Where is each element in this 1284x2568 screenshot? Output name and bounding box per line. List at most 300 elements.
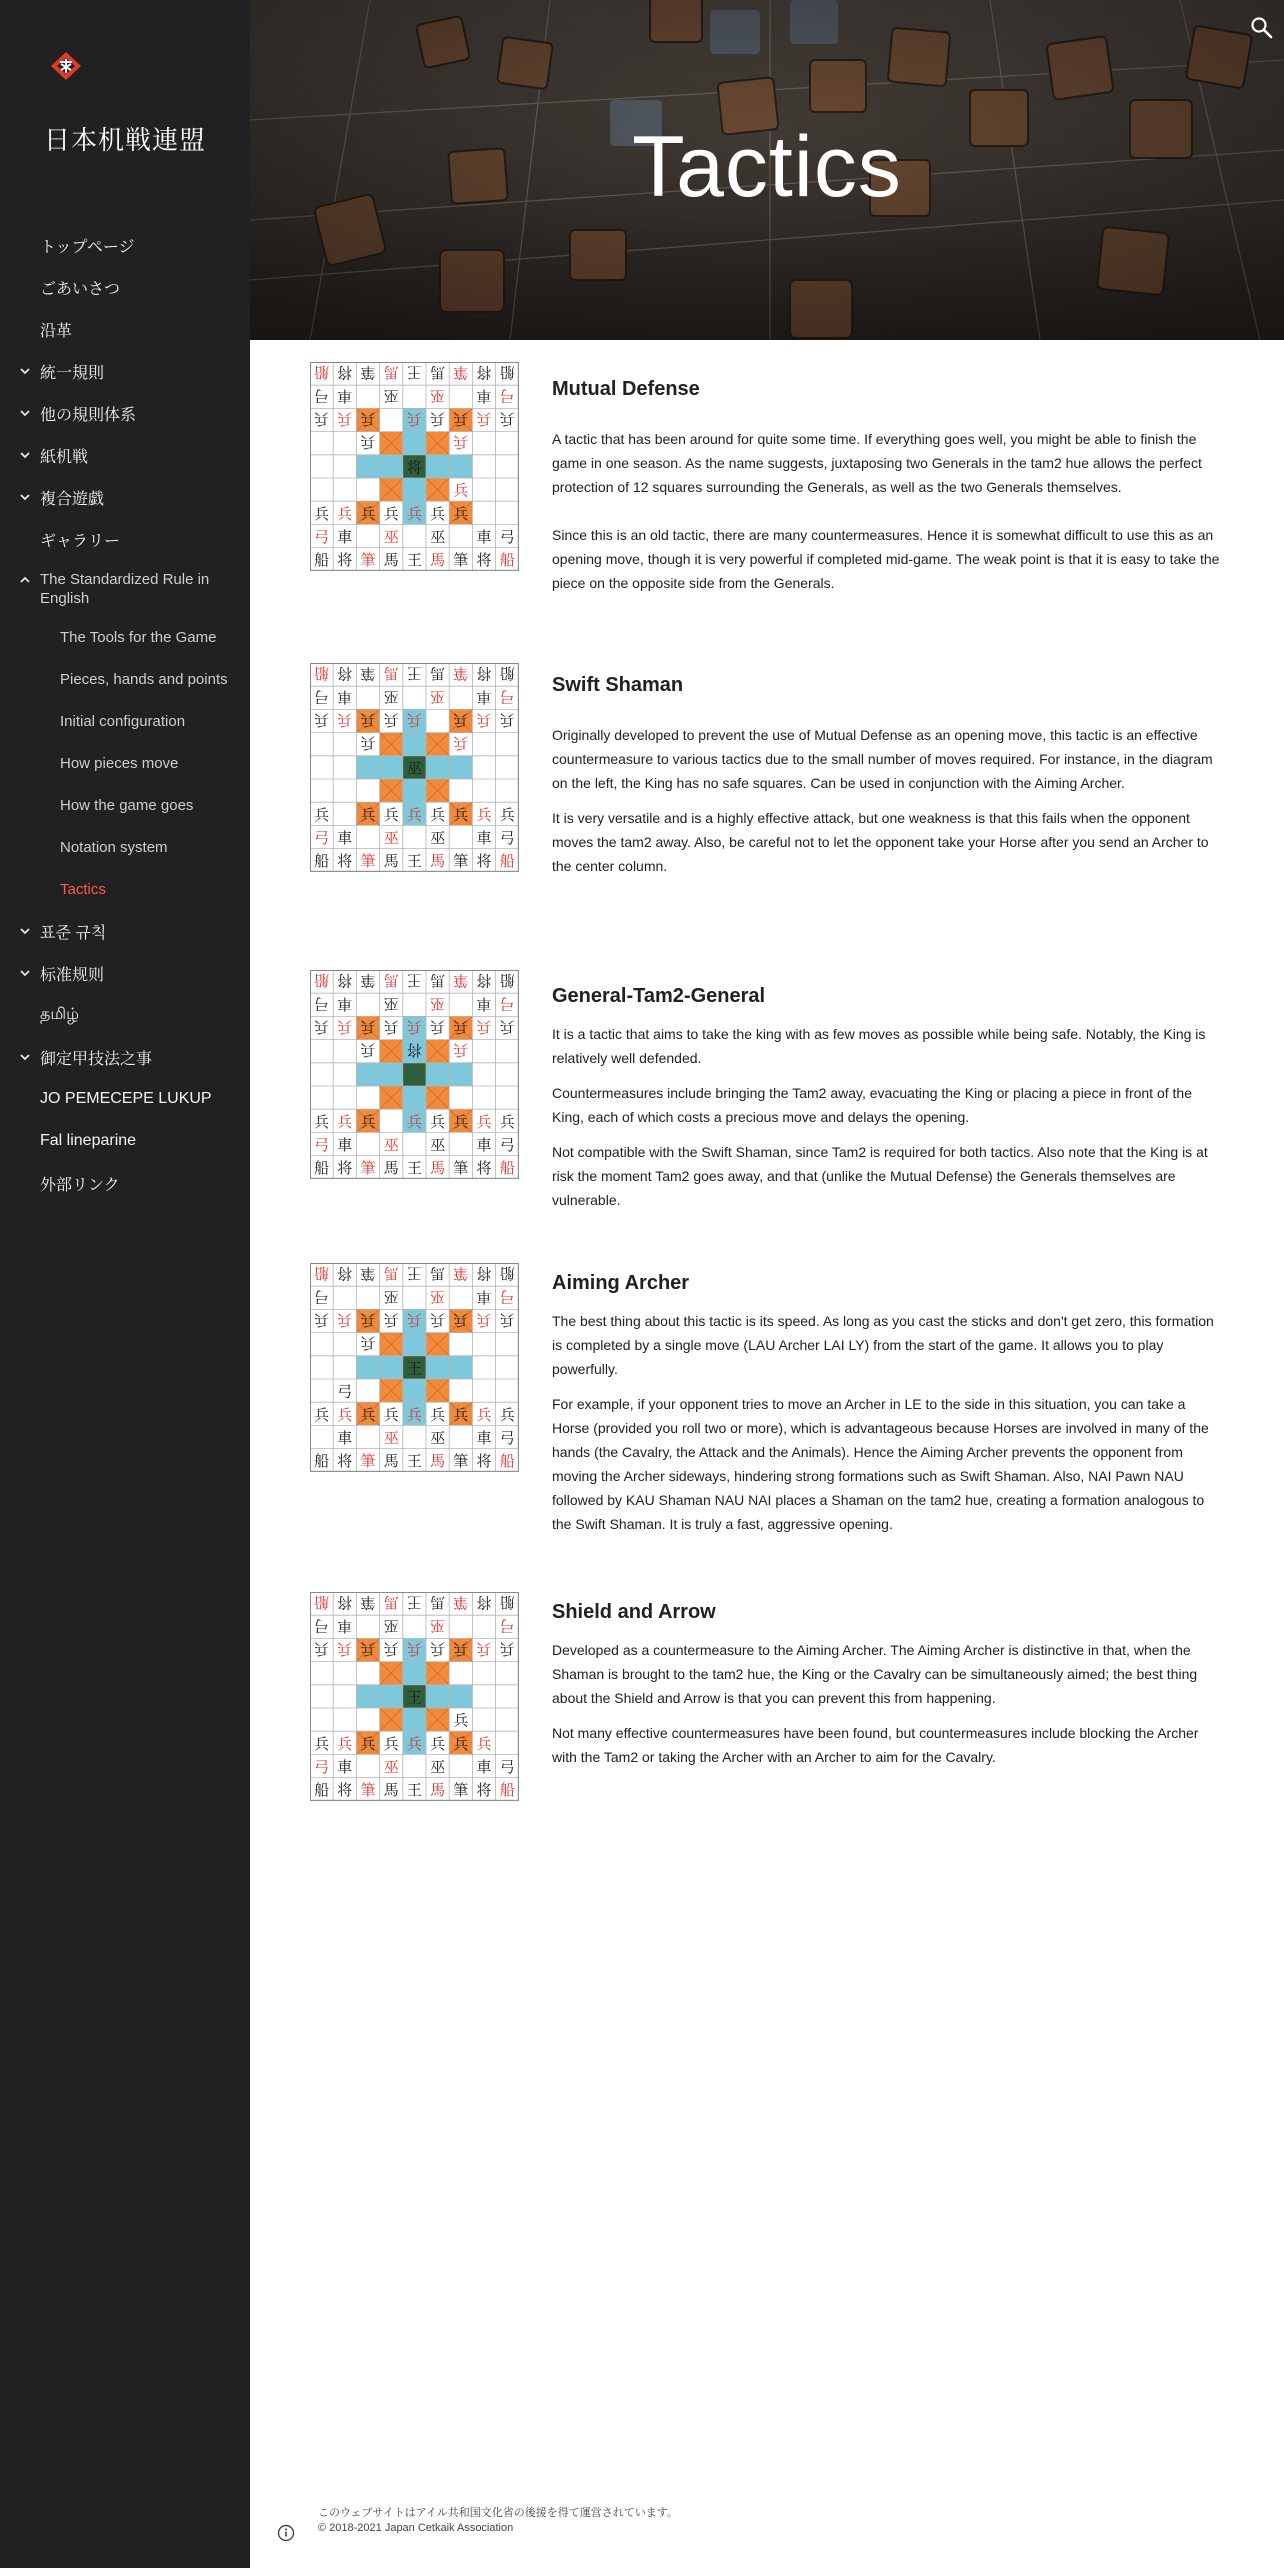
svg-text:船: 船 bbox=[314, 1593, 330, 1612]
svg-text:兵: 兵 bbox=[337, 1405, 353, 1424]
svg-text:船: 船 bbox=[314, 664, 330, 683]
svg-text:将: 将 bbox=[337, 363, 353, 382]
svg-text:弓: 弓 bbox=[314, 687, 330, 706]
svg-text:馬: 馬 bbox=[430, 363, 446, 382]
info-icon[interactable] bbox=[277, 2524, 295, 2542]
sidebar-item-17[interactable] bbox=[0, 952, 250, 994]
svg-text:将: 将 bbox=[476, 664, 492, 683]
svg-text:兵: 兵 bbox=[476, 1310, 492, 1329]
svg-text:兵: 兵 bbox=[476, 409, 492, 428]
svg-text:兵: 兵 bbox=[360, 409, 376, 428]
svg-text:馬: 馬 bbox=[430, 1781, 446, 1800]
chevron-down-icon[interactable] bbox=[19, 407, 31, 419]
section-title: Mutual Defense bbox=[552, 378, 700, 400]
svg-text:巫: 巫 bbox=[430, 527, 446, 546]
svg-text:車: 車 bbox=[476, 687, 492, 706]
svg-text:車: 車 bbox=[337, 1757, 353, 1776]
search-icon bbox=[1248, 14, 1276, 42]
svg-text:兵: 兵 bbox=[453, 710, 469, 729]
svg-text:兵: 兵 bbox=[383, 1734, 399, 1753]
svg-text:兵: 兵 bbox=[383, 1639, 399, 1658]
section-paragraph: Countermeasures include bringing the Tam2 away, evacuating the King or placing a piece in front of the King, each of which costs a precious move and delays the opening. bbox=[552, 1085, 1192, 1125]
svg-text:車: 車 bbox=[476, 1757, 492, 1776]
svg-text:兵: 兵 bbox=[453, 1041, 469, 1060]
sidebar-item-20[interactable] bbox=[0, 1078, 250, 1120]
svg-text:兵: 兵 bbox=[430, 504, 446, 523]
svg-text:筆: 筆 bbox=[453, 664, 469, 683]
svg-text:兵: 兵 bbox=[476, 1734, 492, 1753]
sidebar-item-label: 御定甲技法之事 bbox=[40, 1050, 153, 1068]
svg-text:船: 船 bbox=[499, 551, 515, 570]
svg-text:馬: 馬 bbox=[383, 1593, 399, 1612]
svg-text:将: 将 bbox=[337, 664, 353, 683]
svg-text:兵: 兵 bbox=[314, 1734, 330, 1753]
sidebar-item-label: How pieces move bbox=[60, 754, 179, 772]
svg-text:馬: 馬 bbox=[430, 664, 446, 683]
svg-text:兵: 兵 bbox=[430, 409, 446, 428]
sidebar-item-15[interactable] bbox=[0, 868, 250, 910]
svg-text:兵: 兵 bbox=[430, 1639, 446, 1658]
svg-text:巫: 巫 bbox=[383, 687, 399, 706]
svg-text:巫: 巫 bbox=[383, 994, 399, 1013]
svg-text:兵: 兵 bbox=[430, 1734, 446, 1753]
svg-text:馬: 馬 bbox=[383, 1781, 399, 1800]
section-paragraph: It is a tactic that aims to take the king with as few moves as possible while being safe. Notably, the King is relatively well defended. bbox=[552, 1026, 1206, 1066]
svg-text:兵: 兵 bbox=[383, 1017, 399, 1036]
svg-text:馬: 馬 bbox=[383, 1159, 399, 1178]
svg-text:船: 船 bbox=[314, 363, 330, 382]
svg-text:弓: 弓 bbox=[314, 1757, 330, 1776]
svg-text:弓: 弓 bbox=[499, 1757, 515, 1776]
sidebar-item-21[interactable] bbox=[0, 1120, 250, 1162]
svg-text:車: 車 bbox=[337, 527, 353, 546]
svg-text:馬: 馬 bbox=[430, 1452, 446, 1471]
svg-text:車: 車 bbox=[337, 1135, 353, 1154]
svg-text:兵: 兵 bbox=[499, 409, 515, 428]
svg-text:将: 将 bbox=[406, 1041, 422, 1060]
svg-text:兵: 兵 bbox=[360, 1734, 376, 1753]
svg-text:筆: 筆 bbox=[453, 1159, 469, 1178]
board-diagram bbox=[310, 362, 520, 572]
svg-text:馬: 馬 bbox=[383, 551, 399, 570]
svg-text:車: 車 bbox=[476, 1428, 492, 1447]
svg-text:船: 船 bbox=[499, 1593, 515, 1612]
svg-text:筆: 筆 bbox=[453, 551, 469, 570]
svg-text:兵: 兵 bbox=[453, 433, 469, 452]
svg-text:巫: 巫 bbox=[383, 386, 399, 405]
chevron-down-icon[interactable] bbox=[19, 925, 31, 937]
svg-text:筆: 筆 bbox=[360, 551, 376, 570]
svg-text:兵: 兵 bbox=[453, 1112, 469, 1131]
section-paragraph: It is very versatile and is a highly effective attack, but one weakness is that this fails when the opponent moves the tam2 away. Also, be careful not to let the opponent take your Horse after you send an Archer to the center column. bbox=[552, 810, 1209, 874]
svg-text:巫: 巫 bbox=[430, 1428, 446, 1447]
svg-text:車: 車 bbox=[476, 1135, 492, 1154]
svg-text:兵: 兵 bbox=[360, 504, 376, 523]
svg-text:兵: 兵 bbox=[360, 1639, 376, 1658]
sidebar-item-label: 統一規則 bbox=[40, 364, 105, 382]
svg-text:王: 王 bbox=[406, 363, 422, 382]
chevron-down-icon[interactable] bbox=[19, 365, 31, 377]
board-diagram bbox=[310, 1592, 520, 1802]
svg-text:弓: 弓 bbox=[499, 994, 515, 1013]
svg-text:兵: 兵 bbox=[476, 1112, 492, 1131]
hero-banner bbox=[250, 0, 1284, 340]
svg-text:筆: 筆 bbox=[360, 971, 376, 990]
page-title: Tactics bbox=[632, 119, 902, 215]
svg-text:船: 船 bbox=[499, 971, 515, 990]
section-paragraph: The best thing about this tactic is its speed. As long as you cast the sticks and don't get zero, this formation is completed by a single move (LAU Archer LAI LY) from the start of the game. It allows you to play powerfully. bbox=[552, 1313, 1214, 1377]
svg-text:巫: 巫 bbox=[383, 1287, 399, 1306]
svg-text:車: 車 bbox=[337, 994, 353, 1013]
svg-text:兵: 兵 bbox=[476, 1405, 492, 1424]
sidebar-item-label: 표준 규칙 bbox=[40, 924, 107, 942]
svg-text:兵: 兵 bbox=[499, 1310, 515, 1329]
svg-text:将: 将 bbox=[337, 1452, 353, 1471]
sidebar-item-3[interactable] bbox=[0, 350, 250, 392]
svg-text:兵: 兵 bbox=[499, 710, 515, 729]
svg-text:船: 船 bbox=[314, 852, 330, 871]
svg-text:筆: 筆 bbox=[360, 1452, 376, 1471]
svg-text:弓: 弓 bbox=[499, 1616, 515, 1635]
svg-text:兵: 兵 bbox=[337, 409, 353, 428]
svg-text:兵: 兵 bbox=[314, 1017, 330, 1036]
sidebar-item-8[interactable] bbox=[0, 560, 250, 616]
sidebar-item-6[interactable] bbox=[0, 476, 250, 518]
section-paragraph: Originally developed to prevent the use of Mutual Defense as an opening move, this tactic is an effective countermeasure to various tactics due to the small number of moves required. For instance, in the diagram on the left, the King has no safe squares. Can be used in conjunction with the Aiming Archer. bbox=[552, 727, 1213, 791]
sidebar-item-10[interactable] bbox=[0, 658, 250, 700]
svg-text:王: 王 bbox=[406, 971, 422, 990]
svg-text:兵: 兵 bbox=[476, 1639, 492, 1658]
svg-text:兵: 兵 bbox=[406, 1310, 422, 1329]
svg-text:筆: 筆 bbox=[453, 1593, 469, 1612]
svg-text:車: 車 bbox=[476, 1287, 492, 1306]
svg-text:兵: 兵 bbox=[360, 1405, 376, 1424]
board-diagram bbox=[310, 970, 520, 1180]
svg-text:船: 船 bbox=[499, 1264, 515, 1283]
svg-text:車: 車 bbox=[337, 828, 353, 847]
svg-text:巫: 巫 bbox=[383, 1616, 399, 1635]
svg-text:船: 船 bbox=[499, 363, 515, 382]
svg-text:筆: 筆 bbox=[360, 1781, 376, 1800]
svg-text:兵: 兵 bbox=[406, 710, 422, 729]
svg-text:兵: 兵 bbox=[453, 734, 469, 753]
sidebar-item-7[interactable] bbox=[0, 518, 250, 560]
sidebar-item-9[interactable] bbox=[0, 616, 250, 658]
svg-text:兵: 兵 bbox=[383, 1405, 399, 1424]
footer-sponsor-text: このウェブサイトはアイル共和国文化省の後援を得て運営されています。 bbox=[318, 2507, 678, 2519]
svg-text:将: 将 bbox=[476, 1452, 492, 1471]
svg-text:馬: 馬 bbox=[383, 971, 399, 990]
svg-text:将: 将 bbox=[337, 852, 353, 871]
svg-text:兵: 兵 bbox=[337, 1639, 353, 1658]
svg-text:王: 王 bbox=[406, 1264, 422, 1283]
svg-text:筆: 筆 bbox=[360, 1264, 376, 1283]
svg-text:兵: 兵 bbox=[406, 1112, 422, 1131]
svg-text:巫: 巫 bbox=[406, 759, 422, 778]
svg-text:兵: 兵 bbox=[337, 1112, 353, 1131]
svg-text:兵: 兵 bbox=[453, 504, 469, 523]
sidebar-item-22[interactable] bbox=[0, 1162, 250, 1204]
svg-text:筆: 筆 bbox=[360, 852, 376, 871]
search-button[interactable] bbox=[1248, 14, 1276, 42]
svg-text:兵: 兵 bbox=[360, 734, 376, 753]
sidebar-item-14[interactable] bbox=[0, 826, 250, 868]
svg-text:兵: 兵 bbox=[360, 805, 376, 824]
svg-text:兵: 兵 bbox=[499, 1405, 515, 1424]
svg-text:兵: 兵 bbox=[383, 805, 399, 824]
svg-text:兵: 兵 bbox=[383, 504, 399, 523]
section-title: Aiming Archer bbox=[552, 1272, 690, 1294]
sidebar-item-2[interactable] bbox=[0, 308, 250, 350]
svg-text:兵: 兵 bbox=[314, 710, 330, 729]
svg-text:将: 将 bbox=[406, 458, 422, 477]
chevron-down-icon[interactable] bbox=[19, 449, 31, 461]
svg-text:兵: 兵 bbox=[406, 1405, 422, 1424]
svg-text:将: 将 bbox=[337, 1264, 353, 1283]
svg-text:将: 将 bbox=[337, 1159, 353, 1178]
sidebar-item-label: ごあいさつ bbox=[40, 280, 121, 298]
svg-text:兵: 兵 bbox=[453, 1639, 469, 1658]
sidebar-item-label: ギャラリー bbox=[40, 532, 121, 550]
svg-text:巫: 巫 bbox=[383, 1135, 399, 1154]
sidebar bbox=[0, 0, 250, 2568]
svg-text:筆: 筆 bbox=[453, 1264, 469, 1283]
svg-text:弓: 弓 bbox=[314, 1287, 330, 1306]
svg-text:車: 車 bbox=[476, 527, 492, 546]
svg-text:兵: 兵 bbox=[453, 1017, 469, 1036]
svg-text:筆: 筆 bbox=[360, 363, 376, 382]
svg-text:船: 船 bbox=[314, 1159, 330, 1178]
svg-text:馬: 馬 bbox=[430, 971, 446, 990]
sidebar-item-label: 标准规则 bbox=[40, 966, 105, 984]
svg-text:兵: 兵 bbox=[360, 1310, 376, 1329]
svg-text:将: 将 bbox=[476, 1593, 492, 1612]
svg-text:筆: 筆 bbox=[360, 1159, 376, 1178]
svg-text:兵: 兵 bbox=[337, 710, 353, 729]
site-logo[interactable] bbox=[47, 50, 85, 82]
svg-text:将: 将 bbox=[337, 1593, 353, 1612]
svg-text:兵: 兵 bbox=[314, 1310, 330, 1329]
section-paragraph: Not many effective countermeasures have been found, but countermeasures include blocking the Archer with the Tam2 or taking the Archer with an Archer to aim for the Cavalry. bbox=[552, 1725, 1199, 1765]
svg-text:兵: 兵 bbox=[453, 409, 469, 428]
svg-text:兵: 兵 bbox=[430, 1112, 446, 1131]
svg-text:弓: 弓 bbox=[314, 828, 330, 847]
svg-text:将: 将 bbox=[476, 1781, 492, 1800]
svg-text:馬: 馬 bbox=[430, 1593, 446, 1612]
svg-text:巫: 巫 bbox=[430, 1757, 446, 1776]
svg-text:兵: 兵 bbox=[383, 1310, 399, 1329]
svg-text:車: 車 bbox=[337, 1616, 353, 1635]
svg-text:王: 王 bbox=[406, 1359, 422, 1378]
board-diagram bbox=[310, 1263, 520, 1473]
svg-text:馬: 馬 bbox=[383, 852, 399, 871]
svg-text:弓: 弓 bbox=[499, 1428, 515, 1447]
svg-text:兵: 兵 bbox=[453, 1405, 469, 1424]
svg-text:兵: 兵 bbox=[314, 409, 330, 428]
svg-text:兵: 兵 bbox=[453, 1711, 469, 1730]
sidebar-item-label: The Tools for the Game bbox=[60, 628, 217, 646]
sidebar-item-4[interactable] bbox=[0, 392, 250, 434]
svg-text:将: 将 bbox=[476, 551, 492, 570]
sidebar-item-label: Pieces, hands and points bbox=[60, 670, 228, 688]
chevron-down-icon[interactable] bbox=[19, 967, 31, 979]
sidebar-item-label: 外部リンク bbox=[40, 1176, 120, 1194]
svg-text:弓: 弓 bbox=[499, 828, 515, 847]
svg-text:兵: 兵 bbox=[499, 1112, 515, 1131]
svg-text:将: 将 bbox=[476, 1159, 492, 1178]
svg-text:馬: 馬 bbox=[430, 1264, 446, 1283]
svg-text:兵: 兵 bbox=[314, 1112, 330, 1131]
svg-text:将: 将 bbox=[337, 551, 353, 570]
svg-text:車: 車 bbox=[337, 386, 353, 405]
svg-text:兵: 兵 bbox=[476, 805, 492, 824]
section-paragraph: Developed as a countermeasure to the Aiming Archer. The Aiming Archer is distinctive in that, when the Shaman is brought to the tam2 hue, the King or the Cavalry can be simultaneously aimed; the best thing about the Shield and Arrow is that you can prevent this from happening. bbox=[552, 1642, 1198, 1706]
sidebar-item-11[interactable] bbox=[0, 700, 250, 742]
sidebar-item-label: 他の規則体系 bbox=[40, 406, 137, 424]
sidebar-item-12[interactable] bbox=[0, 742, 250, 784]
svg-text:弓: 弓 bbox=[314, 386, 330, 405]
svg-text:王: 王 bbox=[406, 852, 422, 871]
sidebar-item-0[interactable] bbox=[0, 224, 250, 266]
svg-text:船: 船 bbox=[499, 852, 515, 871]
svg-text:兵: 兵 bbox=[360, 1112, 376, 1131]
svg-text:兵: 兵 bbox=[406, 1017, 422, 1036]
svg-text:船: 船 bbox=[314, 1452, 330, 1471]
svg-text:兵: 兵 bbox=[314, 1639, 330, 1658]
svg-text:王: 王 bbox=[406, 1452, 422, 1471]
svg-text:船: 船 bbox=[499, 1452, 515, 1471]
sidebar-item-label: Notation system bbox=[60, 838, 168, 856]
svg-text:巫: 巫 bbox=[383, 1428, 399, 1447]
svg-text:弓: 弓 bbox=[314, 1135, 330, 1154]
svg-text:兵: 兵 bbox=[360, 1041, 376, 1060]
svg-text:弓: 弓 bbox=[314, 527, 330, 546]
sidebar-item-19[interactable] bbox=[0, 1036, 250, 1078]
svg-text:馬: 馬 bbox=[383, 1264, 399, 1283]
section-paragraph: For example, if your opponent tries to move an Archer in LE to the side in this situation, you can take a Horse (provided you roll two or more), which is advantageous because Horses are involved in many of the hands (the Cavalry, the Attack and the Animals). Hence the Aiming Archer prevents the opponent from moving the Archer sideways, hindering strong formations such as Swift Shaman. Also, NAI Pawn NAU followed by KAU Shaman NAU NAI places a Shaman on the tam2 hue, creating a formation analogous to the Swift Shaman. It is truly a fast, aggressive opening. bbox=[552, 1396, 1209, 1532]
sidebar-item-1[interactable] bbox=[0, 266, 250, 308]
svg-text:筆: 筆 bbox=[360, 1593, 376, 1612]
sidebar-item-5[interactable] bbox=[0, 434, 250, 476]
svg-text:弓: 弓 bbox=[314, 1616, 330, 1635]
svg-text:兵: 兵 bbox=[499, 1639, 515, 1658]
svg-text:兵: 兵 bbox=[314, 805, 330, 824]
section-paragraph: Since this is an old tactic, there are many countermeasures. Hence it is somewhat difficult to use this as an opening move, though it is very powerful if completed mid-game. The weak point is that it is easy to take the piece on the opposite side from the Generals. bbox=[552, 527, 1220, 591]
chevron-down-icon[interactable] bbox=[19, 491, 31, 503]
svg-text:兵: 兵 bbox=[337, 504, 353, 523]
svg-text:船: 船 bbox=[314, 971, 330, 990]
svg-text:筆: 筆 bbox=[453, 971, 469, 990]
svg-text:王: 王 bbox=[406, 1593, 422, 1612]
svg-text:兵: 兵 bbox=[337, 1734, 353, 1753]
svg-text:王: 王 bbox=[406, 1781, 422, 1800]
svg-text:将: 将 bbox=[476, 363, 492, 382]
sidebar-item-label: The Standardized Rule in English bbox=[40, 571, 210, 607]
svg-text:兵: 兵 bbox=[383, 710, 399, 729]
svg-text:将: 将 bbox=[337, 971, 353, 990]
svg-text:兵: 兵 bbox=[406, 409, 422, 428]
svg-text:兵: 兵 bbox=[406, 805, 422, 824]
section-title: General-Tam2-General bbox=[552, 985, 766, 1007]
sidebar-item-label: 紙机戦 bbox=[40, 448, 89, 466]
svg-text:将: 将 bbox=[476, 971, 492, 990]
svg-text:王: 王 bbox=[406, 1159, 422, 1178]
svg-text:兵: 兵 bbox=[499, 805, 515, 824]
section-title: Swift Shaman bbox=[552, 674, 684, 696]
svg-text:兵: 兵 bbox=[430, 1017, 446, 1036]
svg-text:馬: 馬 bbox=[383, 1452, 399, 1471]
chevron-up-icon[interactable] bbox=[19, 574, 31, 586]
svg-text:筆: 筆 bbox=[453, 1781, 469, 1800]
sidebar-item-label: Tactics bbox=[60, 880, 106, 898]
svg-text:巫: 巫 bbox=[430, 1287, 446, 1306]
svg-text:船: 船 bbox=[499, 1159, 515, 1178]
svg-text:兵: 兵 bbox=[337, 1310, 353, 1329]
svg-text:弓: 弓 bbox=[499, 1287, 515, 1306]
svg-text:弓: 弓 bbox=[499, 527, 515, 546]
svg-text:船: 船 bbox=[314, 1264, 330, 1283]
svg-text:兵: 兵 bbox=[430, 1310, 446, 1329]
svg-text:馬: 馬 bbox=[430, 852, 446, 871]
svg-text:兵: 兵 bbox=[453, 1734, 469, 1753]
svg-text:兵: 兵 bbox=[314, 504, 330, 523]
svg-text:兵: 兵 bbox=[430, 1405, 446, 1424]
sidebar-item-13[interactable] bbox=[0, 784, 250, 826]
svg-text:弓: 弓 bbox=[314, 994, 330, 1013]
svg-text:兵: 兵 bbox=[430, 805, 446, 824]
footer-copyright: © 2018-2021 Japan Cetkaik Association bbox=[318, 2522, 514, 2534]
footer bbox=[318, 2506, 678, 2536]
svg-text:船: 船 bbox=[499, 1781, 515, 1800]
svg-text:巫: 巫 bbox=[383, 527, 399, 546]
svg-text:王: 王 bbox=[406, 1688, 422, 1707]
sidebar-item-16[interactable] bbox=[0, 910, 250, 952]
svg-text:巫: 巫 bbox=[430, 1616, 446, 1635]
svg-text:船: 船 bbox=[314, 1781, 330, 1800]
chevron-down-icon[interactable] bbox=[19, 1051, 31, 1063]
sidebar-item-label: Initial configuration bbox=[60, 712, 186, 730]
svg-text:筆: 筆 bbox=[453, 852, 469, 871]
svg-text:船: 船 bbox=[314, 551, 330, 570]
svg-text:車: 車 bbox=[476, 828, 492, 847]
section-title: Shield and Arrow bbox=[552, 1601, 716, 1623]
svg-text:弓: 弓 bbox=[499, 687, 515, 706]
section-paragraph: A tactic that has been around for quite some time. If everything goes well, you might be able to finish the game in one season. As the name suggests, juxtaposing two Generals in the tam2 hue allows the perfect protection of 12 squares surrounding the Generals, as well as the two Generals themselves. bbox=[552, 431, 1202, 495]
site-title[interactable]: 日本机戦連盟 bbox=[43, 126, 206, 156]
svg-text:馬: 馬 bbox=[430, 551, 446, 570]
sidebar-item-label: トップページ bbox=[40, 238, 135, 256]
svg-text:車: 車 bbox=[476, 994, 492, 1013]
svg-text:兵: 兵 bbox=[360, 710, 376, 729]
svg-text:将: 将 bbox=[476, 852, 492, 871]
svg-text:巫: 巫 bbox=[430, 386, 446, 405]
sidebar-item-18[interactable] bbox=[0, 994, 250, 1036]
svg-text:巫: 巫 bbox=[383, 828, 399, 847]
section-paragraph: Not compatible with the Swift Shaman, since Tam2 is required for both tactics. Also note that the King is at risk the moment Tam2 goes away, and that (unlike the Mutual Defense) the Generals themselves are vulnerable. bbox=[552, 1144, 1208, 1208]
svg-text:巫: 巫 bbox=[430, 687, 446, 706]
svg-text:兵: 兵 bbox=[406, 1639, 422, 1658]
sidebar-nav bbox=[0, 224, 250, 1204]
svg-text:兵: 兵 bbox=[453, 481, 469, 500]
svg-text:兵: 兵 bbox=[499, 1017, 515, 1036]
sidebar-item-label: தமிழ் bbox=[40, 1006, 80, 1023]
svg-text:弓: 弓 bbox=[499, 386, 515, 405]
board-diagram bbox=[310, 663, 520, 873]
svg-text:兵: 兵 bbox=[476, 710, 492, 729]
svg-text:兵: 兵 bbox=[453, 1310, 469, 1329]
svg-text:馬: 馬 bbox=[430, 1159, 446, 1178]
svg-text:兵: 兵 bbox=[476, 1017, 492, 1036]
